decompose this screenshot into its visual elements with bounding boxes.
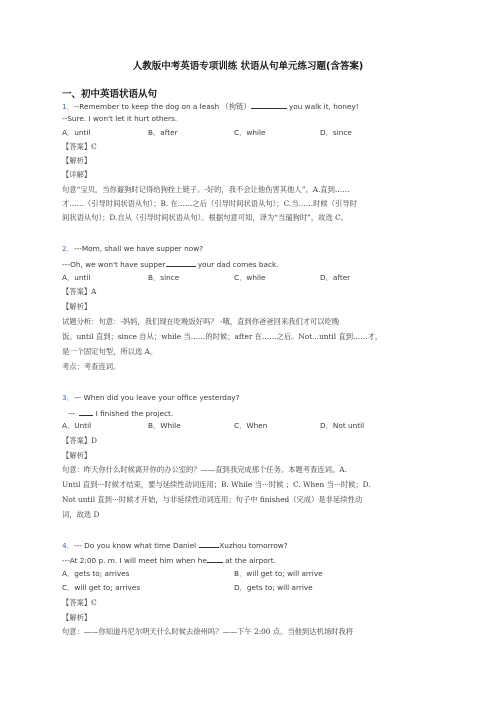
option-d: D．since bbox=[320, 128, 352, 137]
question-3-line2: — I finished the project. bbox=[68, 409, 174, 418]
question-1-stem: 1．--Remember to keep the dog on a leash （拘链） you walk it, honey! bbox=[62, 102, 359, 111]
option-c: C．When bbox=[234, 421, 268, 430]
option-c: C．while bbox=[234, 273, 266, 282]
explanation-line: 是一个固定句型，所以选 A。 bbox=[62, 347, 158, 356]
explanation-line: Not until 直到···时候才开始，与非延续性动词连用；句子中 finished（完成）是非延续性动 bbox=[62, 495, 363, 504]
question-1-line2: --Sure. I won't let it hurt others. bbox=[62, 114, 178, 123]
question-number: 3． bbox=[62, 393, 74, 402]
analysis-label: 【解析】 bbox=[62, 451, 92, 460]
question-number: 2． bbox=[62, 244, 74, 253]
option-a: A．Until bbox=[62, 421, 92, 430]
analysis-label: 【解析】 bbox=[62, 613, 92, 622]
option-b: B．since bbox=[148, 273, 180, 282]
page-title: 人教版中考英语专项训练 状语从句单元练习题(含答案) bbox=[132, 61, 364, 72]
question-4-line2: ---At 2:00 p. m. I will meet him when he at the airport. bbox=[62, 556, 276, 565]
explanation-line: 才……（引导时间状语从句）；B. 在……之后（引导时间状语从句）；C.当……时候（引导时 bbox=[62, 199, 357, 208]
option-a: A．gets to; arrives bbox=[62, 569, 130, 578]
answer-label: 【答案】C bbox=[62, 598, 97, 607]
explanation-line: 试题分析：句意：-妈妈，我们现在吃晚饭好吗？ -哦，直到你爸爸回来我们才可以吃晚 bbox=[62, 317, 340, 326]
option-b: B．will get to; will arrive bbox=[234, 569, 323, 578]
option-d: D．after bbox=[320, 273, 351, 282]
answer-label: 【答案】D bbox=[62, 436, 98, 445]
explanation-line: 间状语从句）；D.自从（引导时间状语从句）。根据句意可知，译为“当遛狗时”，故选 C。 bbox=[62, 213, 348, 222]
answer-blank bbox=[199, 539, 219, 548]
option-b: B．While bbox=[148, 421, 181, 430]
question-2-stem: 2．---Mom, shall we have supper now? bbox=[62, 244, 204, 253]
question-number: 4． bbox=[62, 541, 74, 550]
answer-label: 【答案】C bbox=[62, 142, 97, 151]
question-4-stem: 4．--- Do you know what time Daniel Xuzhou tomorrow? bbox=[62, 541, 288, 550]
explanation-line: 词，故选 D bbox=[62, 510, 100, 519]
explanation-line: 饭。until 直到；since 自从；while 当……的时候；after 在……之后。Not...until 直到……才， bbox=[62, 332, 383, 341]
explanation-line: 句意：昨天你什么时候离开你的办公室的？——直到我完成那个任务。本题考查连词。A. bbox=[62, 465, 347, 474]
explanation-line: 句意“宝贝，当你遛狗时记得给狗拴上链子。-好的，我不会让他伤害其他人”。A.直到…… bbox=[62, 185, 350, 194]
option-c: C．will get to; arrives bbox=[62, 583, 141, 592]
option-b: B．after bbox=[148, 128, 178, 137]
question-2-line2: ---Oh, we won't have supper your dad comes back. bbox=[62, 260, 279, 269]
analysis-label: 【解析】 bbox=[62, 302, 92, 311]
answer-label: 【答案】A bbox=[62, 287, 97, 296]
section-heading: 一、初中英语状语从句 bbox=[62, 89, 158, 100]
option-a: A．until bbox=[62, 273, 91, 282]
answer-blank bbox=[166, 258, 196, 267]
analysis-label: 【解析】 bbox=[62, 156, 92, 165]
question-3-stem: 3．— When did you leave your office yesterday? bbox=[62, 393, 240, 402]
question-number: 1． bbox=[62, 102, 74, 111]
option-d: D．Not until bbox=[320, 421, 365, 430]
explanation-line: 句意：——你知道丹尼尔明天什么时候去徐州吗？——下午 2:00 点。当他到达机场时我将 bbox=[62, 627, 354, 636]
option-c: C．while bbox=[234, 128, 266, 137]
option-a: A．until bbox=[62, 128, 91, 137]
exam-point: 考点：考查连词。 bbox=[62, 362, 121, 371]
answer-blank bbox=[79, 407, 93, 416]
detail-label: 【详解】 bbox=[62, 170, 92, 179]
answer-blank bbox=[251, 100, 287, 109]
option-d: D．gets to; will arrive bbox=[234, 583, 313, 592]
explanation-line: Until 直到···时候才结束，要与延续性动词连用；B. While 当···时候 ；C. When 当···时候；D. bbox=[62, 480, 371, 489]
answer-blank bbox=[207, 554, 223, 563]
